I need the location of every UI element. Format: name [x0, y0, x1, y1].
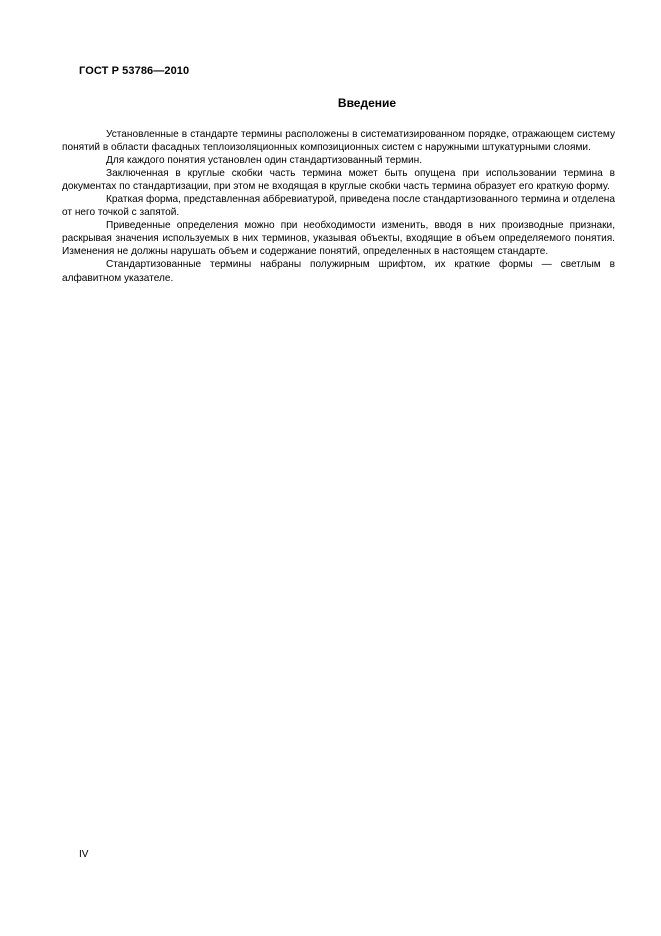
document-header-id: ГОСТ Р 53786—2010: [79, 65, 190, 77]
page-number: IV: [79, 849, 89, 860]
paragraph-terms-order: Установленные в стандарте термины расположены в систематизированном порядке, отражающем систему понятий в области фасадных теплоизоляционных композиционных систем с наружными штукатурными слоями.: [62, 129, 615, 154]
introduction-body: [62, 128, 615, 285]
section-title: Введение: [337, 96, 397, 110]
paragraph-brackets: Заключенная в круглые скобки часть термина может быть опущена при использовании термина в документах по стандартизации, при этом не входящая в круглые скобки часть термина образует его краткую форму.: [62, 168, 615, 193]
paragraph-one-term: Для каждого понятия установлен один стандартизованный термин.: [106, 155, 423, 167]
paragraph-typography: Стандартизованные термины набраны полужирным шрифтом, их краткие формы — светлым в алфавитном указателе.: [62, 259, 615, 284]
paragraph-short-form: Краткая форма, представленная аббревиатурой, приведена после стандартизованного термина и отделена от него точкой с запятой.: [62, 194, 615, 219]
paragraph-definitions: Приведенные определения можно при необходимости изменить, вводя в них производные признаки, раскрывая значения используемых в них терминов, указывая объекты, входящие в объем определяемого понятия. Изменения не должны нарушать объем и содержание понятий, определенных в настоящем стандарте.: [62, 220, 615, 258]
